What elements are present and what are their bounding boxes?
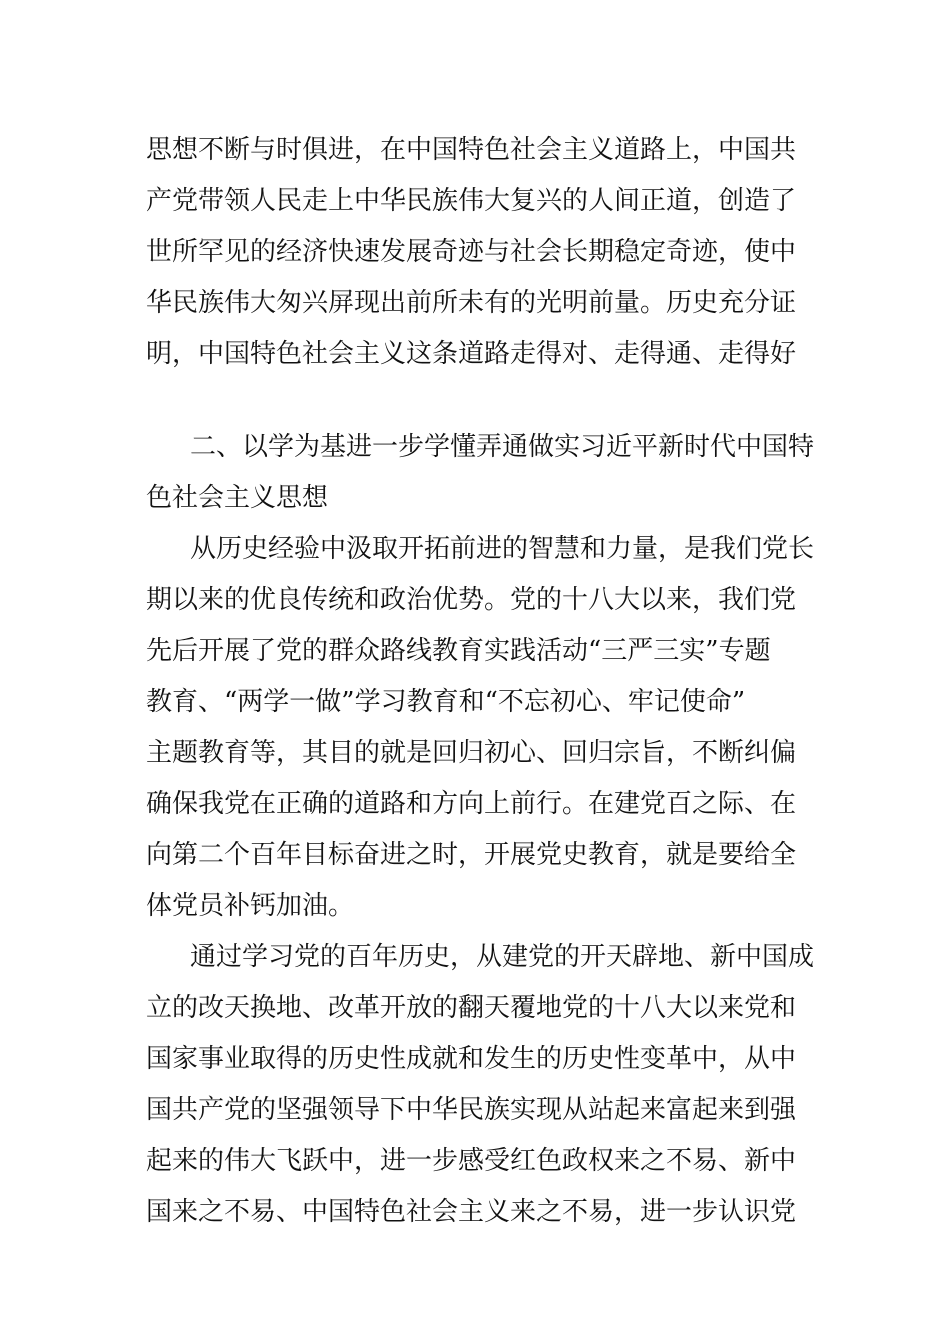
text-line: 产党带领人民走上中华民族伟大复兴的人间正道，创造了 [146, 186, 797, 216]
text-line: 明，中国特色社会主义这条道路走得对、走得通、走得好 [146, 339, 797, 369]
text-line: 期以来的优良传统和政治优势。党的十八大以来，我们党 [146, 585, 797, 615]
text-line: 国来之不易、中国特色社会主义来之不易，进一步认识党 [146, 1197, 797, 1227]
text-line: 国家事业取得的历史性成就和发生的历史性变革中，从中 [146, 1044, 797, 1074]
text-line: 通过学习党的百年历史，从建党的开天辟地、新中国成 [190, 942, 815, 972]
text-line: 向第二个百年目标奋进之时，开展党史教育，就是要给全 [146, 840, 797, 870]
section-heading-line: 色社会主义思想 [146, 483, 329, 513]
section-heading-line: 二、以学为基进一步学懂弄通做实习近平新时代中国特 [190, 432, 815, 462]
text-line: 世所罕见的经济快速发展奇迹与社会长期稳定奇迹，使中 [146, 237, 797, 267]
text-line: 思想不断与时俱进，在中国特色社会主义道路上，中国共 [146, 135, 797, 165]
text-line: 起来的伟大飞跃中，进一步感受红色政权来之不易、新中 [146, 1146, 797, 1176]
text-line: 先后开展了党的群众路线教育实践活动“三严三实”专题 [146, 636, 771, 666]
text-line: 从历史经验中汲取开拓前进的智慧和力量，是我们党长 [190, 534, 815, 564]
text-line: 立的改天换地、改革开放的翻天覆地党的十八大以来党和 [146, 993, 797, 1023]
text-line: 教育、“两学一做”学习教育和“不忘初心、牢记使命” [146, 687, 746, 717]
text-line: 华民族伟大匆兴屏现出前所未有的光明前量。历史充分证 [146, 288, 797, 318]
text-line: 确保我党在正确的道路和方向上前行。在建党百之际、在 [146, 789, 797, 819]
text-line: 国共产党的坚强领导下中华民族实现从站起来富起来到强 [146, 1095, 797, 1125]
text-line: 体党员补钙加油。 [146, 891, 355, 921]
text-line: 主题教育等，其目的就是回归初心、回归宗旨，不断纠偏 [146, 738, 797, 768]
